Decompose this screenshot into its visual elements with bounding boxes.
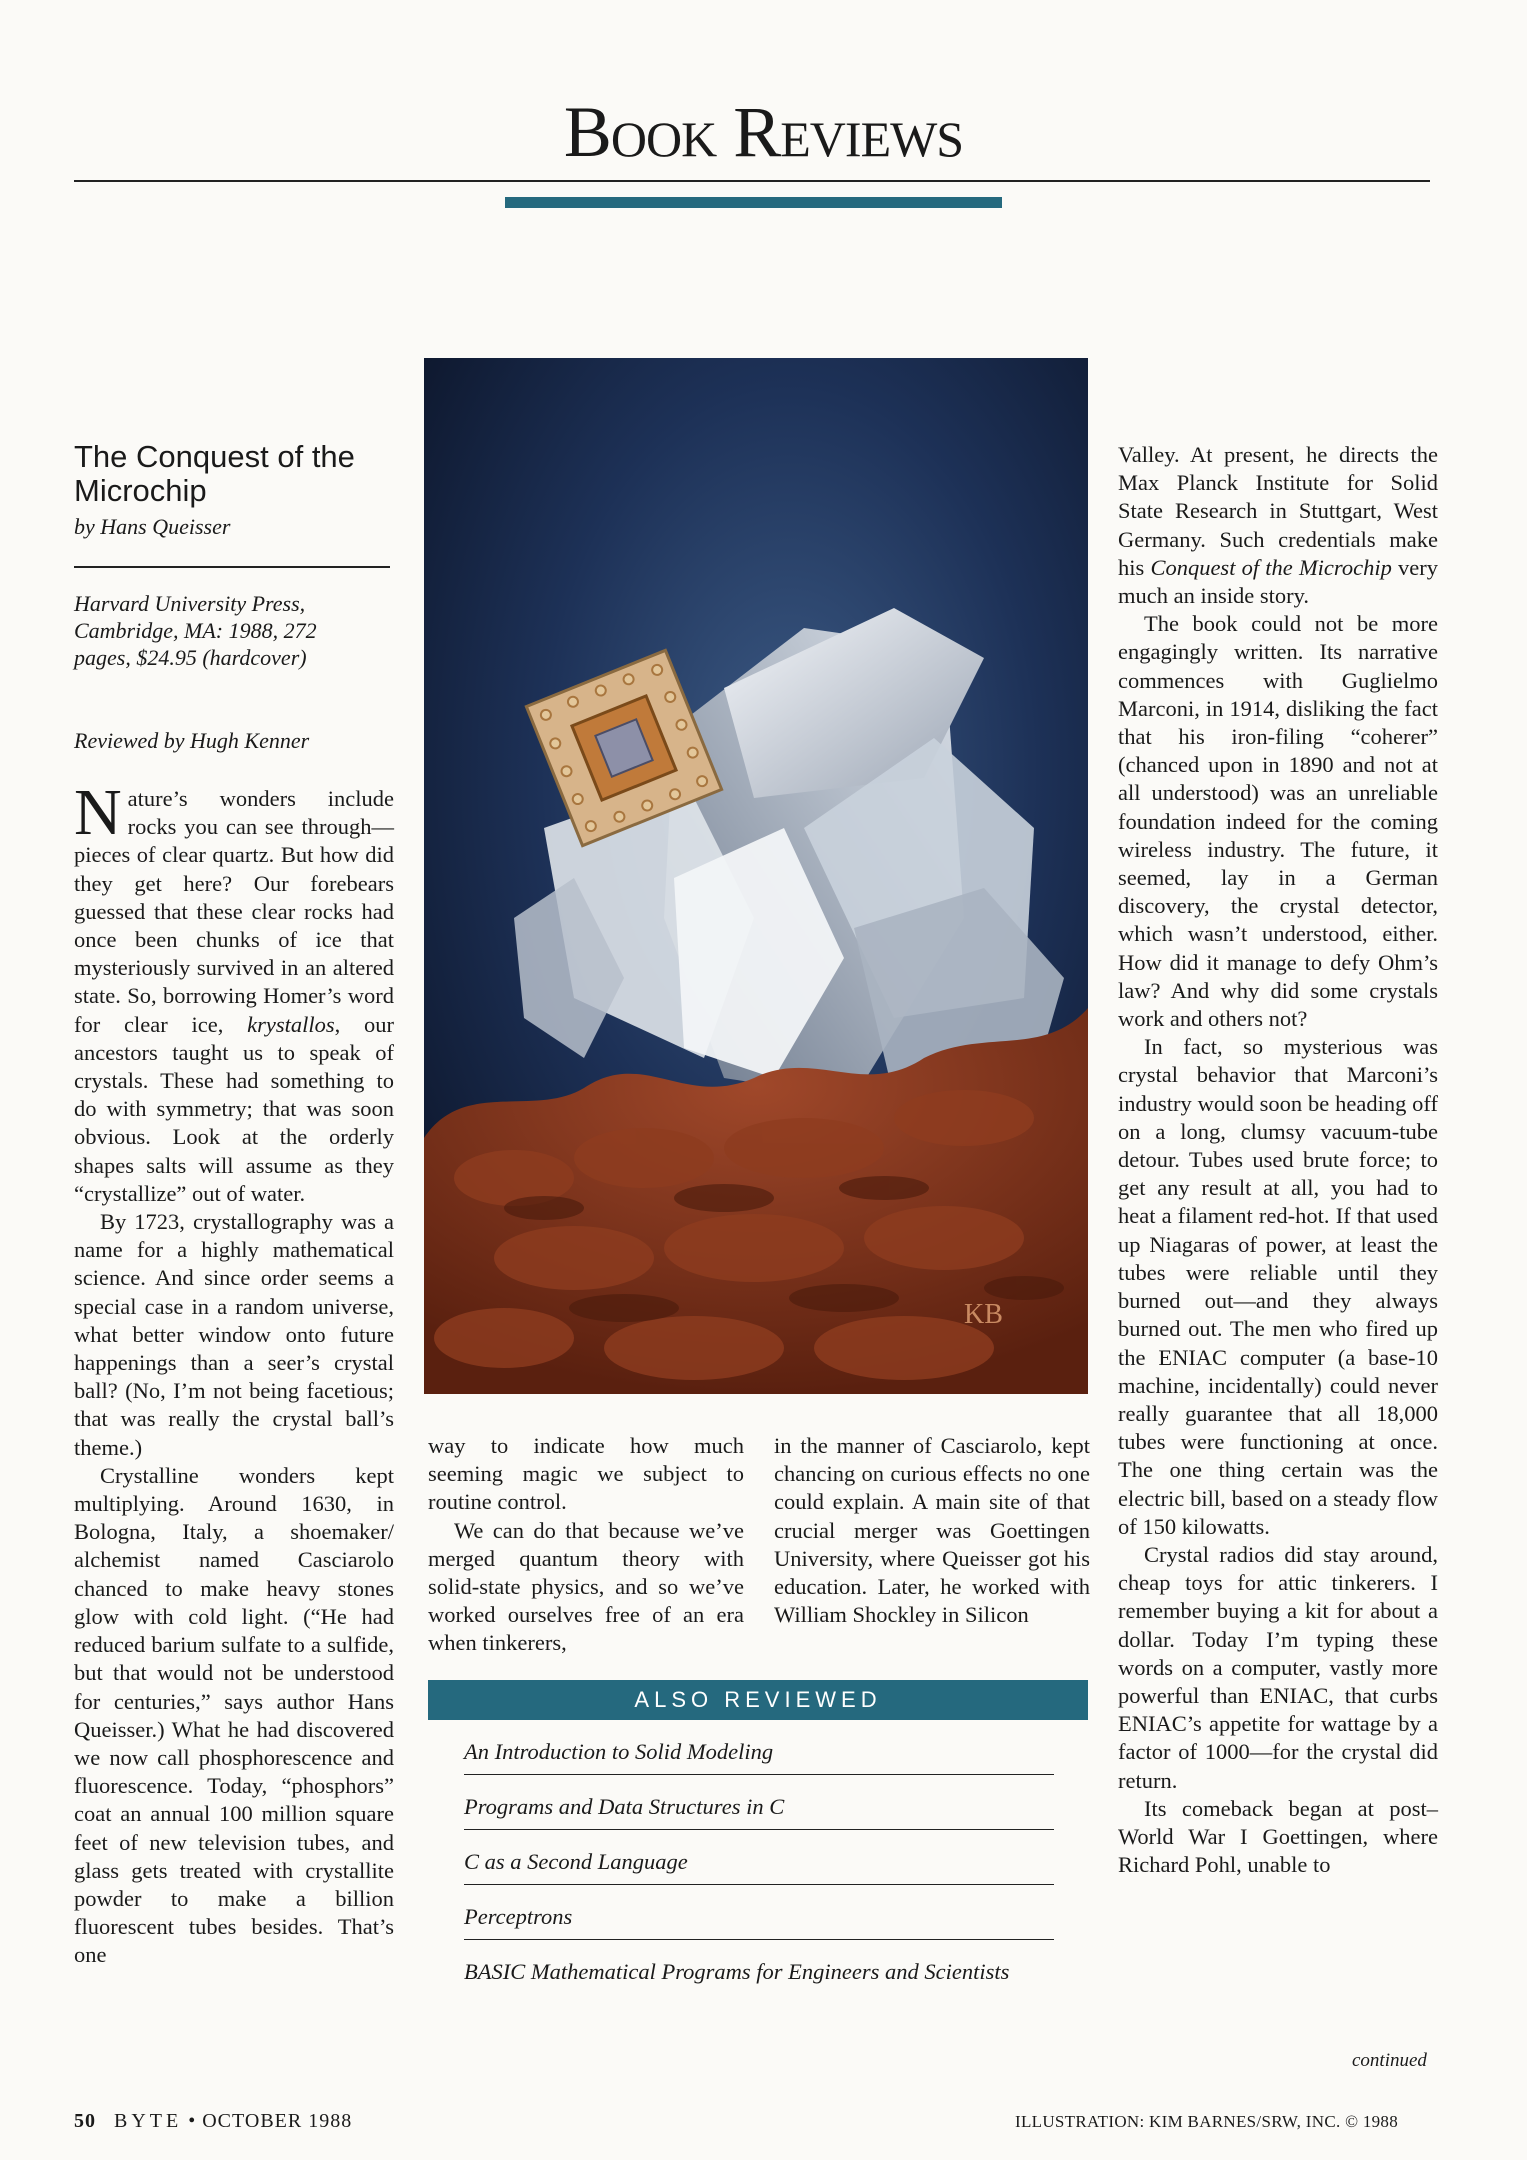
article-column-1 — [74, 776, 394, 1970]
article-paragraph: In fact, so mysterious was crystal behavior that Marconi’s industry would soon be heading off on a long, clumsy vacuum-tube detour. Tubes used brute force; to get any result at all, you had to heat a filament red-hot. If that used up Niagaras of power, at least the tubes were reliable until they burned out—and they always burned out. The men who fired up the ENIAC computer (a base-10 machine, incidentally) could never really guarantee that all 18,000 tubes were functioning at once. The one thing certain was the electric bill, based on a steady flow of 150 kilowatts. — [1118, 1034, 1438, 1539]
article-paragraph: Nature’s wonders include rocks you can see through—pieces of clear quartz. But how did they get here? Our forebears guessed that these clear rocks had once been chunks of ice that mysteriously survived in an altered state. So, borrowing Homer’s word for clear ice, krystallos, our ancestors taught us to speak of crystals. These had something to do with symmetry; that was soon obvious. Look at the orderly shapes salts will assume as they “crystallize” out of water. — [74, 776, 394, 1206]
article-paragraph: Crystalline wonders kept multiplying. Around 1630, in Bologna, Italy, a shoemaker/ alchemist named Casciarolo chanced to make heavy stones glow with cold light. (“He had reduced barium sulfate to a sulfide, but that would not be understood for centuries,” says author Hans Queisser.) What he had discovered we now call phosphorescence and fluorescence. Today, “phosphors” coat an annual 100 million square feet of new television tubes, and glass gets treated with crystallite powder to make a billion fluorescent tubes besides. That’s one — [74, 1462, 394, 1968]
article-column-3 — [774, 1432, 1090, 1629]
page-folio — [74, 2110, 352, 2133]
also-reviewed-item: Programs and Data Structures in C — [464, 1775, 1054, 1830]
also-reviewed-item: C as a Second Language — [464, 1830, 1054, 1885]
article-paragraph: By 1723, crystallography was a name for a highly mathematical science. And since order seems a special case in a random universe, what better window onto future happenings than a seer’s crystal ball? (No, I’m not being facetious; that was really the crystal ball’s theme.) — [74, 1209, 394, 1460]
publication-info: Harvard University Press, Cambridge, MA: 1988, 272 pages, $24.95 (hardcover) — [74, 591, 317, 670]
article-paragraph: We can do that because we’ve merged quantum theory with solid-state physics, and so we’ve worked ourselves free of an era when tinkerers, — [428, 1517, 744, 1656]
footer-separator: • — [188, 2110, 197, 2132]
also-reviewed-item: An Introduction to Solid Modeling — [464, 1720, 1054, 1775]
reviewer-credit: Reviewed by Hugh Kenner — [74, 728, 310, 753]
header-accent-bar — [505, 197, 1002, 208]
article-paragraph: The book could not be more engagingly written. Its narrative commences with Guglielmo Marconi, in 1914, disliking the fact that his iron-filing “coherer” (chanced upon in 1890 and not at all understood) was an unreliable foundation indeed for the coming wireless industry. The future, it seemed, lay in a German discovery, the crystal detector, which wasn’t understood, either. How did it manage to defy Ohm’s law? And why did some crystals work and others not? — [1118, 611, 1438, 1032]
page-number: 50 — [74, 2110, 96, 2132]
also-reviewed-box — [428, 1680, 1088, 1994]
artist-signature: KB — [964, 1299, 1003, 1330]
article-paragraph: Valley. At present, he directs the Max Planck Institute for Solid State Research in Stuttgart, West Germany. Such credentials make his Conquest of the Microchip very much an inside story. — [1118, 442, 1438, 609]
book-title: The Conquest of the Microchip — [74, 439, 355, 508]
article-column-4 — [1118, 441, 1438, 1879]
also-reviewed-item: Perceptrons — [464, 1885, 1054, 1940]
also-reviewed-header: ALSO REVIEWED — [428, 1680, 1088, 1720]
drop-cap: N — [74, 776, 122, 849]
also-reviewed-item: BASIC Mathematical Programs for Engineers and Scientists — [464, 1959, 1010, 1984]
section-title: Book Reviews — [563, 92, 964, 172]
book-author: by Hans Queisser — [74, 514, 231, 539]
magazine-name: BYTE — [114, 2110, 183, 2132]
article-paragraph: way to indicate how much seeming magic we subject to routine control. — [428, 1433, 744, 1515]
info-divider — [74, 566, 390, 568]
article-paragraph: Crystal radios did stay around, cheap toys for attic tinkerers. I remember buying a kit for about a dollar. Today I’m typing these words on a computer, vastly more powerful than ENIAC, that curbs ENIAC’s appetite for wattage by a factor of 1000—for the crystal did return. — [1118, 1541, 1438, 1793]
continued-note: continued — [1352, 2050, 1427, 2071]
header-rule — [74, 180, 1430, 182]
issue-date: OCTOBER 1988 — [202, 2110, 353, 2132]
illustration-credit: ILLUSTRATION: KIM BARNES/SRW, INC. © 1988 — [1015, 2112, 1399, 2131]
article-paragraph: Its comeback began at post–World War I Goettingen, where Richard Pohl, unable to — [1118, 1795, 1438, 1878]
article-paragraph: in the manner of Casciarolo, kept chancing on curious effects no one could explain. A main site of that crucial merger was Goettingen University, where Queisser got his education. Later, he worked with William Shockley in Silicon — [774, 1433, 1090, 1628]
article-column-2 — [428, 1432, 744, 1658]
crystal-microchip-illustration — [424, 358, 1088, 1394]
